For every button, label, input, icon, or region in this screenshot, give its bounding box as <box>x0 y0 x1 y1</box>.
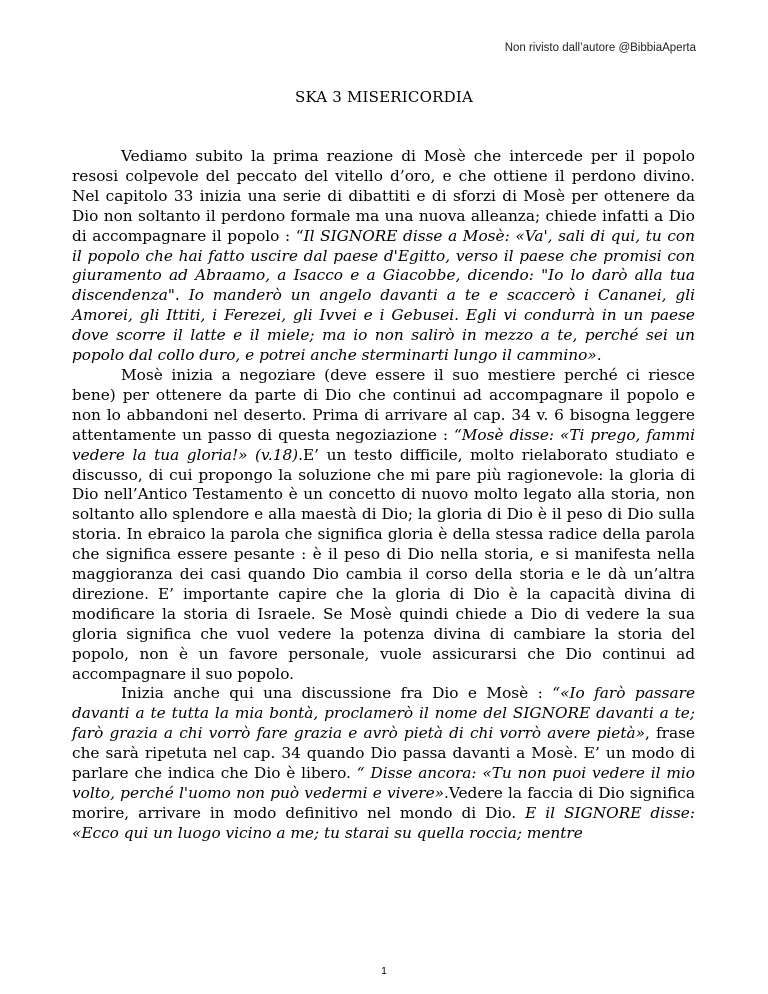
text-run: Inizia anche qui una discussione fra Dio e Mosè : <box>121 684 553 703</box>
text-run: . <box>596 346 602 365</box>
text-run-italic: Il SIGNORE disse a Mosè: «Va', sali di qui, tu con il popolo che hai fatto uscire dal paese d'Egitto, verso il paese che promisi con giuramento ad Abraamo, a Isacco e a Giacobbe, dicendo: "Io lo darò alla tua discendenza". Io manderò un angelo davanti a te e scaccerò i Cananei, gli Amorei, gli Ittiti, i Ferezei, gli Ivvei e i Gebusei. Egli vi condurrà in un paese dove scorre il latte e il miele; ma io non salirò in mezzo a te, perché sei un popolo dal collo duro, e potrei anche sterminarti lungo il cammino» <box>72 226 695 365</box>
text-run-italic: “«Io farò passare davanti a te tutta la mia bontà, proclamerò il nome del SIGNORE davanti a te; farò grazia a chi vorrò fare grazia e avrò pietà di chi vorrò avere pietà» <box>72 684 695 743</box>
page-header: Non rivisto dall’autore @BibbiaAperta <box>504 42 696 54</box>
text-run-italic: “Mosè disse: «Ti prego, fammi vedere la tua gloria!» (v.18). <box>72 425 696 464</box>
text-run: .Vedere la faccia di Dio significa morire, arrivare in modo definitivo nel mondo di Dio. <box>72 784 695 822</box>
text-run-italic: E il SIGNORE disse: «Ecco qui un luogo vicino a me; tu starai su quella roccia; mentre <box>72 803 695 842</box>
document-body <box>72 147 695 844</box>
paragraph <box>72 366 695 685</box>
text-run: Vediamo subito la prima reazione di Mosè che intercede per il popolo resosi colpevole del peccato del vitello d’oro, e che ottiene il perdono divino. Nel capitolo 33 inizia una serie di dibattiti e di sforzi di Mosè per ottenere da Dio non soltanto il perdono formale ma una nuova alleanza; chiede infatti a Dio di accompagnare il popolo : “ <box>72 147 695 245</box>
text-run-italic: “ Disse ancora: «Tu non puoi vedere il mio volto, perché l'uomo non può vedermi e vivere» <box>72 764 695 802</box>
text-run: E’ un testo difficile, molto rielaborato studiato e discusso, di cui propongo la soluzione che mi pare più ragionevole: la gloria di Dio nell’Antico Testamento è un concetto di nuovo molto legato alla storia, non soltanto allo splendore e alla maestà di Dio; la gloria di Dio è il peso di Dio sulla storia. In ebraico la parola che significa gloria è della stessa radice della parola che significa essere pesante : è il peso di Dio nella storia, e si manifesta nella maggioranza dei casi quando Dio cambia il corso della storia e le dà un’altra direzione. E’ importante capire che la gloria di Dio è la capacità divina di modificare la storia di Israele. Se Mosè quindi chiede a Dio di vedere la sua gloria significa che vuol vedere la potenza divina di cambiare la storia del popolo, non è un favore personale, vuole assicurarsi che Dio continui ad accompagnare il suo popolo. <box>72 445 695 683</box>
document-title: SKA 3 MISERICORDIA <box>295 88 473 106</box>
text-run: , frase che sarà ripetuta nel cap. 34 quando Dio passa davanti a Mosè. E’ un modo di parlare che indica che Dio è libero. <box>72 724 695 783</box>
text-run: Mosè inizia a negoziare (deve essere il suo mestiere perché ci riesce bene) per ottenere da parte di Dio che continui ad accompagnare il popolo e non lo abbandoni nel deserto. Prima di arrivare al cap. 34 v. 6 bisogna leggere attentamente un passo di questa negoziazione : <box>72 365 695 444</box>
paragraph <box>72 147 695 366</box>
page-number: 1 <box>381 966 387 977</box>
paragraph <box>72 684 695 843</box>
